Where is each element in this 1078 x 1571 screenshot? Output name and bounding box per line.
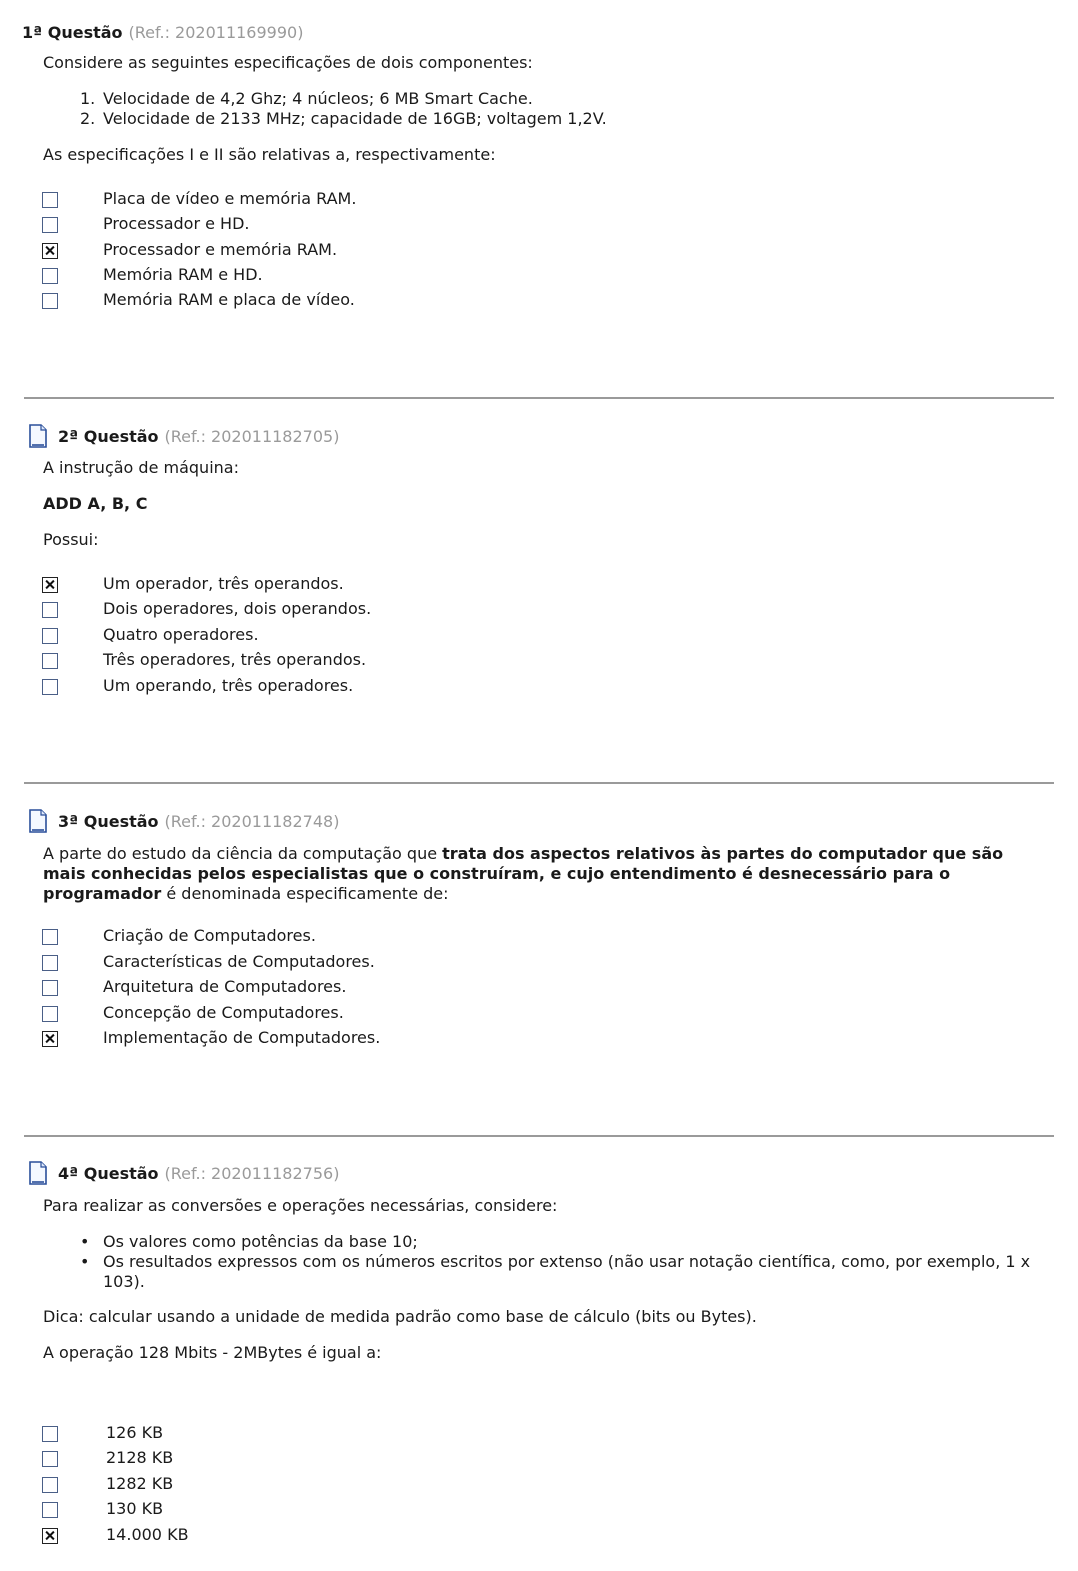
question-number: 4ª Questão: [58, 1163, 159, 1183]
document-icon: [28, 1161, 48, 1185]
option-label: 2128 KB: [106, 1448, 174, 1467]
option-label: Implementação de Computadores.: [103, 1028, 381, 1047]
question-text: [43, 844, 1028, 904]
option-checkbox[interactable]: [42, 293, 58, 309]
answer-option[interactable]: [0, 189, 900, 214]
question-number: 3ª Questão: [58, 811, 159, 831]
answer-option[interactable]: [0, 926, 900, 951]
question-intro: Considere as seguintes especificações de dois componentes:: [43, 53, 533, 72]
option-label: Um operador, três operandos.: [103, 574, 344, 593]
option-label: Memória RAM e HD.: [103, 265, 263, 284]
option-label: Características de Computadores.: [103, 952, 375, 971]
question-1-header: [22, 21, 303, 43]
question-ref: (Ref.: 202011182705): [164, 426, 340, 446]
answer-option[interactable]: [0, 265, 900, 290]
option-label: Memória RAM e placa de vídeo.: [103, 290, 355, 309]
bullet-marker: •: [80, 1232, 90, 1251]
option-label: Concepção de Computadores.: [103, 1003, 344, 1022]
answer-option[interactable]: [0, 290, 900, 315]
separator: [24, 782, 1054, 784]
option-checkbox[interactable]: [42, 217, 58, 233]
option-checkbox[interactable]: [42, 653, 58, 669]
option-label: Arquitetura de Computadores.: [103, 977, 347, 996]
answer-option[interactable]: [0, 574, 900, 599]
option-checkbox[interactable]: [42, 1006, 58, 1022]
separator: [24, 397, 1054, 399]
list-item: [80, 1252, 1040, 1292]
option-checkbox[interactable]: [42, 192, 58, 208]
answer-option[interactable]: [0, 977, 900, 1002]
option-checkbox[interactable]: [42, 602, 58, 618]
question-number: 2ª Questão: [58, 426, 159, 446]
answer-option[interactable]: [0, 1499, 900, 1524]
option-checkbox-checked[interactable]: [42, 1528, 58, 1544]
option-checkbox[interactable]: [42, 955, 58, 971]
option-checkbox-checked[interactable]: [42, 577, 58, 593]
question-text-start: A parte do estudo da ciência da computação que: [43, 844, 443, 863]
answer-option[interactable]: [0, 676, 900, 701]
answer-option[interactable]: [0, 1028, 900, 1053]
option-label: 126 KB: [106, 1423, 164, 1442]
answer-option[interactable]: [0, 1525, 900, 1550]
option-label: Dois operadores, dois operandos.: [103, 599, 372, 618]
option-label: 1282 KB: [106, 1474, 174, 1493]
option-label: 14.000 KB: [106, 1525, 189, 1544]
option-label: Quatro operadores.: [103, 625, 259, 644]
question-prompt: As especificações I e II são relativas a, respectivamente:: [43, 145, 496, 164]
tip-text: Dica: calcular usando a unidade de medida padrão como base de cálculo (bits ou Bytes).: [43, 1307, 757, 1326]
option-label: Criação de Computadores.: [103, 926, 316, 945]
separator: [24, 1135, 1054, 1137]
answer-option[interactable]: [0, 1423, 900, 1448]
answer-option[interactable]: [0, 1448, 900, 1473]
question-number: 1ª Questão: [22, 22, 123, 42]
option-label: Placa de vídeo e memória RAM.: [103, 189, 357, 208]
bullet-marker: •: [80, 1252, 90, 1271]
document-icon: [28, 809, 48, 833]
answer-option[interactable]: [0, 1003, 900, 1028]
option-checkbox[interactable]: [42, 1451, 58, 1467]
answer-option[interactable]: [0, 650, 900, 675]
question-text-end: é denominada especificamente de:: [161, 884, 449, 903]
option-label: Um operando, três operadores.: [103, 676, 354, 695]
option-checkbox[interactable]: [42, 628, 58, 644]
option-label: 130 KB: [106, 1499, 164, 1518]
option-label: Processador e HD.: [103, 214, 250, 233]
answer-option[interactable]: [0, 240, 900, 265]
question-ref: (Ref.: 202011182748): [164, 811, 340, 831]
question-intro: A instrução de máquina:: [43, 458, 239, 477]
option-checkbox[interactable]: [42, 679, 58, 695]
question-ref: (Ref.: 202011182756): [164, 1163, 340, 1183]
option-label: Três operadores, três operandos.: [103, 650, 367, 669]
option-checkbox-checked[interactable]: [42, 1031, 58, 1047]
machine-instruction: ADD A, B, C: [43, 494, 148, 513]
list-marker: 2.: [80, 109, 96, 128]
option-checkbox[interactable]: [42, 1426, 58, 1442]
list-item-text: Velocidade de 2133 MHz; capacidade de 16GB; voltagem 1,2V.: [103, 109, 607, 128]
answer-option[interactable]: [0, 625, 900, 650]
list-item-text: Velocidade de 4,2 Ghz; 4 núcleos; 6 MB Smart Cache.: [103, 89, 533, 108]
document-icon: [28, 424, 48, 448]
option-checkbox[interactable]: [42, 1502, 58, 1518]
list-item-text: Os valores como potências da base 10;: [103, 1232, 418, 1251]
option-checkbox-checked[interactable]: [42, 243, 58, 259]
option-checkbox[interactable]: [42, 929, 58, 945]
option-label: Processador e memória RAM.: [103, 240, 338, 259]
option-checkbox[interactable]: [42, 1477, 58, 1493]
question-4-header: [24, 1162, 339, 1184]
question-text-bold: trata dos aspectos relativos às partes do computador que são mais conhecidas pelos especialistas que o construíram, e cujo entendimento é desnecessário para o programador: [43, 844, 1004, 903]
answer-option[interactable]: [0, 1474, 900, 1499]
option-checkbox[interactable]: [42, 980, 58, 996]
question-2-header: [24, 425, 339, 447]
question-prompt: Possui:: [43, 530, 99, 549]
option-checkbox[interactable]: [42, 268, 58, 284]
answer-option[interactable]: [0, 214, 900, 239]
question-ref: (Ref.: 202011169990): [128, 22, 304, 42]
list-item-text: Os resultados expressos com os números escritos por extenso (não usar notação científica, como, por exemplo, 1 x 103).: [103, 1252, 1031, 1291]
question-prompt: A operação 128 Mbits - 2MBytes é igual a:: [43, 1343, 382, 1362]
answer-option[interactable]: [0, 952, 900, 977]
list-marker: 1.: [80, 89, 96, 108]
question-3-header: [24, 810, 339, 832]
question-intro: Para realizar as conversões e operações necessárias, considere:: [43, 1196, 558, 1215]
answer-option[interactable]: [0, 599, 900, 624]
